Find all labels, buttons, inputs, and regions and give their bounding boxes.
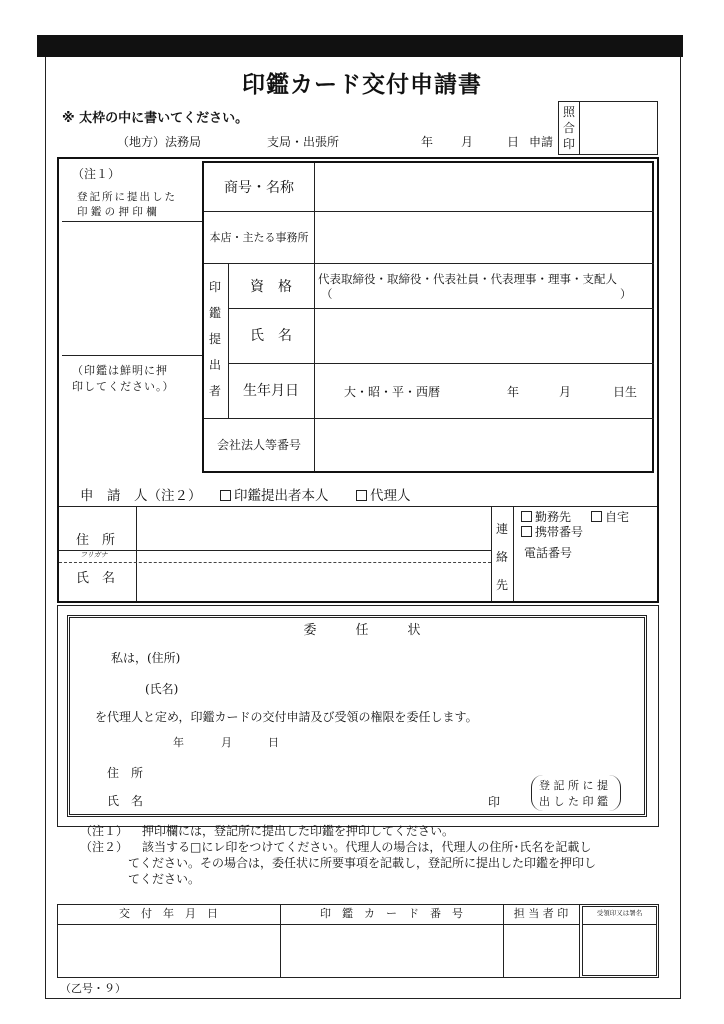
issue-date-field[interactable] xyxy=(58,925,279,977)
poa-line-address: 私は，(住所) xyxy=(111,651,181,665)
qualification-options: 代表取締役・取締役・代表社員・代表理事・理事・支配人 xyxy=(318,272,617,286)
option-agent[interactable]: 代理人 xyxy=(356,488,411,504)
head-office-label: 本店・主たる事務所 xyxy=(209,231,309,244)
applicant-address-field[interactable] xyxy=(138,508,490,549)
card-number-field[interactable] xyxy=(281,925,502,977)
seal-box-title-line1: 登記所に提出した xyxy=(77,191,177,203)
poa-name-field[interactable] xyxy=(190,677,630,697)
issue-date-header: 交 付 年 月 日 xyxy=(119,907,218,920)
poa-paren-note-line1: 登 記 所 に 提 xyxy=(539,779,608,792)
corp-number-field[interactable] xyxy=(316,420,652,470)
checkbox-work[interactable] xyxy=(521,511,532,522)
poa-delegation-text: を代理人と定め，印鑑カードの交付申請及び受領の権限を委任します。 xyxy=(95,710,478,724)
phone-number-label: 電話番号 xyxy=(524,546,573,560)
phone-number-field[interactable] xyxy=(515,560,655,600)
staff-seal-field[interactable] xyxy=(504,925,578,977)
seal-clear-note-line2: 印してください。） xyxy=(72,380,175,393)
poa-address-label: 住 所 xyxy=(107,766,144,780)
apply-year-label: 年 xyxy=(421,135,434,149)
qualification-paren-close: ） xyxy=(620,287,632,301)
submitter-vertical-label: 印 鑑 提 出 者 xyxy=(208,280,221,398)
card-number-header: 印 鑑 カ ー ド 番 号 xyxy=(320,907,463,920)
note2-footnote-text-line1: 該当する□にレ印をつけてください。代理人の場合は，代理人の住所･氏名を記載し xyxy=(142,840,592,854)
note2-footnote-text-line2: てください。その場合は，委任状に所要事項を記載し，登記所に提出した印鑑を押印し xyxy=(128,856,597,870)
option-self[interactable]: 印鑑提出者本人 xyxy=(220,488,329,504)
qualification-paren-open: （ xyxy=(321,287,333,301)
qualification-label: 資 格 xyxy=(250,279,292,295)
poa-name-label: 氏 名 xyxy=(107,794,144,808)
note1-footnote-text: 押印欄には，登記所に提出した印鑑を押印してください。 xyxy=(142,824,455,838)
poa-seal-mark: 印 xyxy=(488,795,501,809)
poa-line-name: (氏名) xyxy=(145,682,179,696)
poa-signer-name-field[interactable] xyxy=(160,788,480,810)
contact-vertical-label: 連 絡 先 xyxy=(495,522,508,592)
applicant-address-label: 住 所 xyxy=(76,533,116,548)
furigana-label: フリガナ xyxy=(80,551,108,559)
apply-day-label: 日 xyxy=(507,135,520,149)
contact-work-option[interactable]: 勤務先 xyxy=(521,510,571,524)
note1-label: （注１） xyxy=(72,167,121,181)
furigana-field[interactable] xyxy=(138,551,490,562)
note2-footnote-label: （注２） xyxy=(80,840,129,854)
poa-title: 委 任 状 xyxy=(303,623,421,638)
form-title: 印鑑カード交付申請書 xyxy=(242,72,482,98)
submitter-name-field[interactable] xyxy=(316,310,652,362)
applicant-name-field[interactable] xyxy=(138,564,490,600)
checkbox-agent[interactable] xyxy=(356,490,367,501)
apply-label: 申請 xyxy=(529,135,554,149)
staff-seal-header: 担 当 者 印 xyxy=(513,907,569,920)
head-office-field[interactable] xyxy=(316,213,652,262)
contact-mobile-option[interactable]: 携帯番号 xyxy=(521,525,583,539)
apply-month-label: 月 xyxy=(461,135,474,149)
birth-eras: 大・昭・平・西暦 xyxy=(344,385,441,399)
birth-month-label: 月 xyxy=(559,385,572,399)
top-black-band xyxy=(37,35,683,57)
checkbox-mobile[interactable] xyxy=(521,526,532,537)
submitter-name-label: 氏 名 xyxy=(250,328,292,344)
checkbox-self[interactable] xyxy=(220,490,231,501)
trade-name-field[interactable] xyxy=(316,163,652,210)
seal-box-title-line2: 印 鑑 の 押 印 欄 xyxy=(77,206,157,218)
poa-address-field[interactable] xyxy=(190,646,630,666)
check-seal-label: 照 合 印 xyxy=(562,105,575,151)
poa-day-label: 日 xyxy=(268,736,279,749)
contact-home-option[interactable]: 自宅 xyxy=(591,510,629,524)
seal-clear-note-line1: （印鑑は鮮明に押 xyxy=(72,364,168,377)
birth-year-label: 年 xyxy=(507,385,520,399)
receipt-seal-header: 受領印又は署名 xyxy=(596,909,643,917)
trade-name-label: 商号・名称 xyxy=(224,180,294,196)
applicant-name-label: 氏 名 xyxy=(76,571,116,586)
poa-paren-note-line2: 出 し た 印 鑑 xyxy=(539,795,608,808)
fill-instruction: ※ 太枠の中に書いてください。 xyxy=(62,111,249,126)
form-code: （乙号・９） xyxy=(60,982,126,995)
birth-day-label: 日生 xyxy=(613,385,638,399)
poa-year-label: 年 xyxy=(173,736,184,749)
applicant-label: 申 請 人（注２） xyxy=(80,488,202,504)
birth-date-label: 生年月日 xyxy=(243,383,299,399)
bureau-local-label: （地方）法務局 xyxy=(117,135,202,149)
note1-footnote-label: （注１） xyxy=(80,824,129,838)
poa-month-label: 月 xyxy=(221,736,232,749)
corp-number-label: 会社法人等番号 xyxy=(216,438,301,452)
bureau-branch-label: 支局・出張所 xyxy=(267,135,340,149)
checkbox-home[interactable] xyxy=(591,511,602,522)
note2-footnote-text-line3: てください。 xyxy=(128,872,201,886)
